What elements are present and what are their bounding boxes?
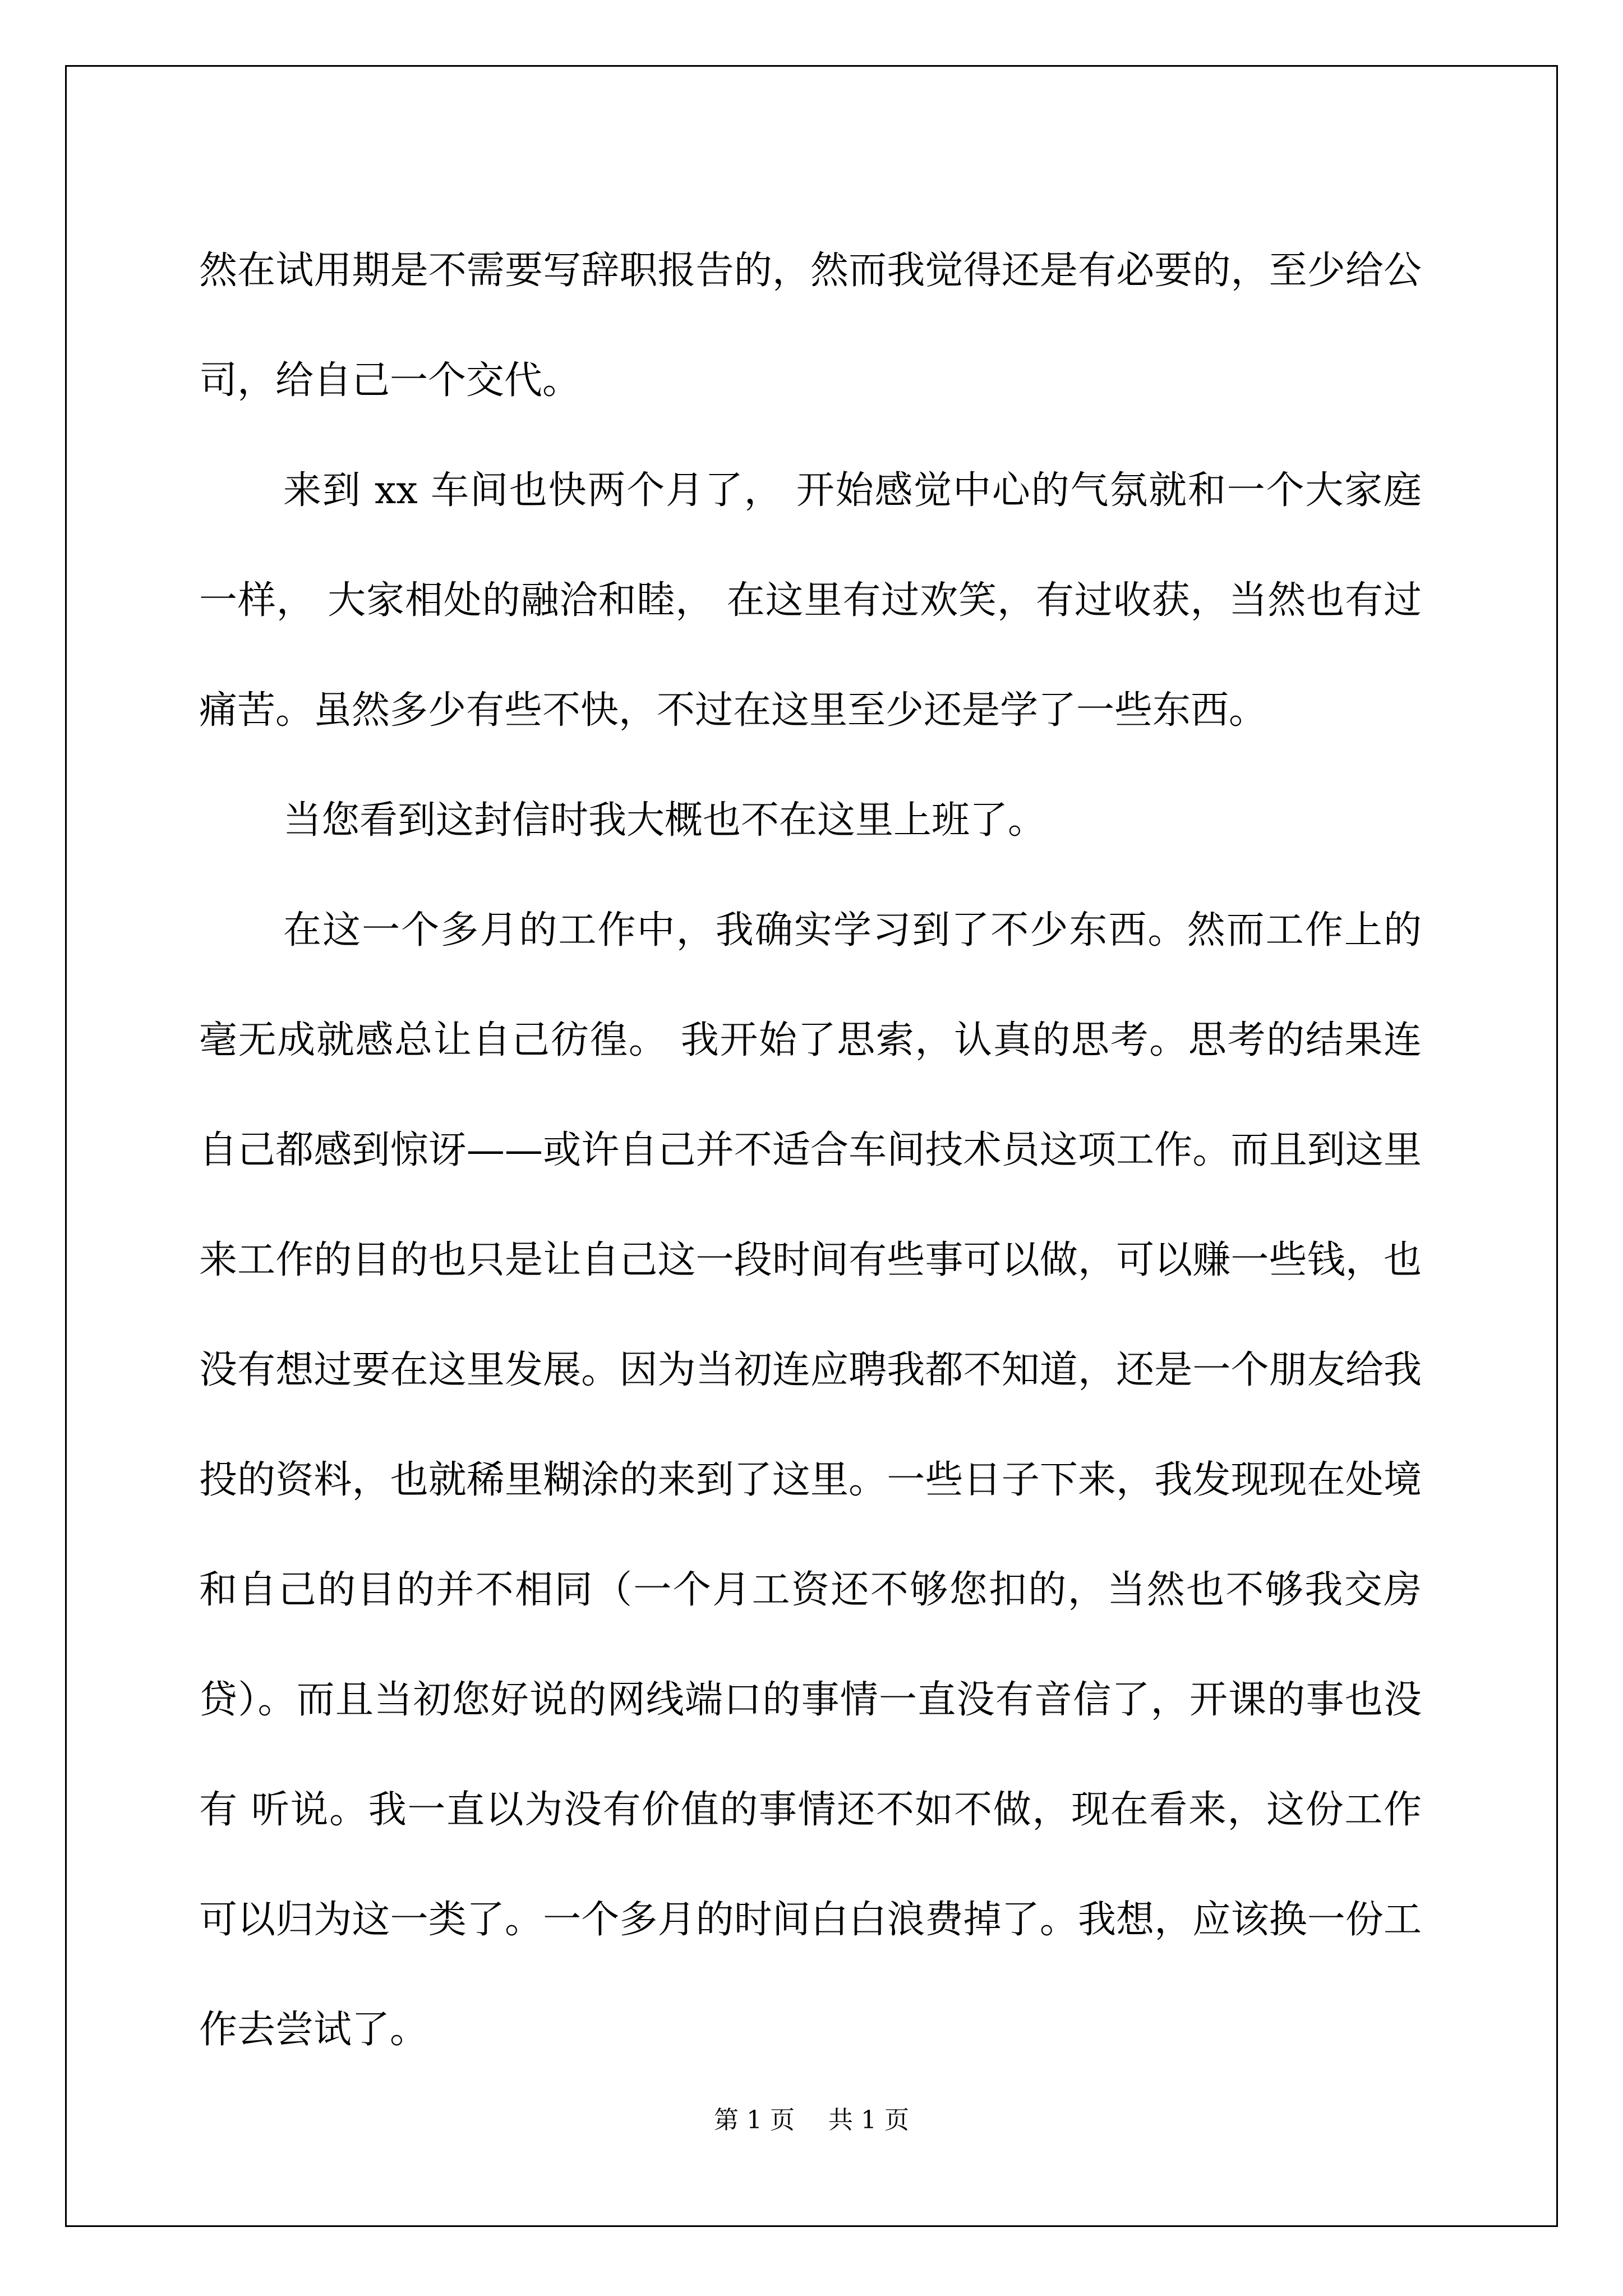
page-number: 第 1 页 bbox=[714, 2106, 795, 2134]
paragraph-1: 然在试用期是不需要写辞职报告的，然而我觉得还是有必要的，至少给公司，给自己一个交代。 bbox=[199, 249, 1422, 403]
paragraph-3: 当您看到这封信时我大概也不在这里上班了。 bbox=[283, 798, 1046, 843]
document-body bbox=[199, 216, 1422, 2085]
page-total: 共 1 页 bbox=[828, 2106, 909, 2134]
paragraph-4: 在这一个多月的工作中，我确实学习到了不少东西。然而工作上的毫无成就感总让自己彷徨。 我开始了思索，认真的思考。思考的结果连自己都感到惊讶——或许自己并不适合车间技术员这项工作。而且到这里来工作的目的也只是让自己这一段时间有些事可以做，可以赚一些钱，也没有想过要在这里发展。因为当初连应聘我都不知道，还是一个朋友给我投的资料，也就稀里糊涂的来到了这里。一些日子下来，我发现现在处境和自己的目的并不相同（一个月工资还不够您扣的，当然也不够我交房贷）。而且当初您好说的网线端口的事情一直没有音信了，开课的事也没有 听说。我一直以为没有价值的事情还不如不做，现在看来，这份工作可以归为这一类了。一个多月的时间白白浪费掉了。我想，应该换一份工作去尝试了。 bbox=[199, 908, 1422, 2052]
page-footer bbox=[0, 2104, 1623, 2137]
paragraph-2: 来到 xx 车间也快两个月了， 开始感觉中心的气氛就和一个大家庭一样， 大家相处的融洽和睦， 在这里有过欢笑，有过收获，当然也有过痛苦。虽然多少有些不快，不过在这里至少还是学了一些东西。 bbox=[199, 468, 1422, 733]
